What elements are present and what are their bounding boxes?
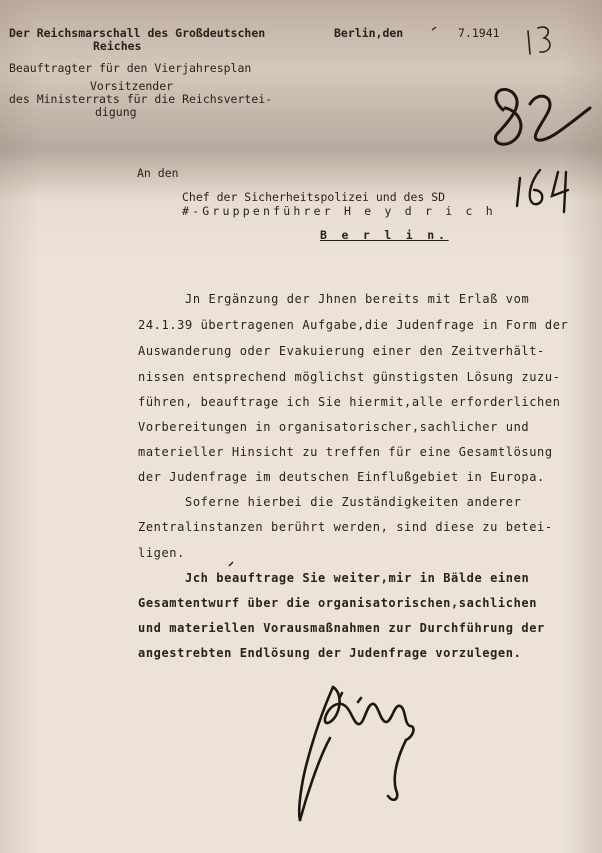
mark-164	[517, 170, 568, 212]
body-line-3: Auswanderung oder Evakuierung einer den Zeitverhält-	[138, 344, 545, 358]
pen-mark	[229, 562, 233, 566]
body-line-8: der Judenfrage im deutschen Einflußgebiet in Europa.	[138, 470, 545, 484]
body-line-11: ligen.	[138, 546, 185, 560]
dateline-place: Berlin,den	[334, 26, 404, 40]
signature-goering	[299, 687, 413, 820]
an-den: An den	[137, 166, 179, 180]
body-line-15: angestrebten Endlösung der Judenfrage vorzulegen.	[138, 646, 522, 660]
body-line-10: Zentralinstanzen berührt werden, sind diese zu betei-	[138, 520, 553, 534]
body-line-4: nissen entsprechend möglichst günstigsten Lösung zuzu-	[138, 370, 561, 384]
mark-82	[495, 89, 590, 144]
sender-line-1: Der Reichsmarschall des Großdeutschen	[9, 26, 266, 40]
mark-top-13	[528, 27, 550, 54]
body-line-1: Jn Ergänzung der Jhnen bereits mit Erlaß vom	[185, 292, 530, 306]
body-line-12: Jch beauftrage Sie weiter,mir in Bälde einen	[185, 571, 530, 585]
role-2-line-3: digung	[95, 105, 137, 119]
body-line-7: materieller Hinsicht zu treffen für eine Gesamtlösung	[138, 445, 553, 459]
dateline-date: 7.1941	[458, 26, 500, 40]
recipient-line-1: Chef der Sicherheitspolizei und des SD	[182, 190, 446, 204]
role-1: Beauftragter für den Vierjahresplan	[9, 61, 252, 75]
body-line-9: Soferne hierbei die Zuständigkeiten anderer	[185, 495, 522, 509]
sender-line-2: Reiches	[93, 39, 142, 53]
recipient-line-2: #-Gruppenführer H e y d r i c h	[182, 204, 496, 218]
body-line-14: und materiellen Vorausmaßnahmen zur Durchführung der	[138, 621, 545, 635]
pen-tick	[432, 27, 436, 30]
body-line-6: Vorbereitungen in organisatorischer,sachlicher und	[138, 420, 530, 434]
body-line-5: führen, beauftrage ich Sie hiermit,alle erforderlichen	[138, 395, 561, 409]
body-line-13: Gesamtentwurf über die organisatorischen,sachlichen	[138, 596, 538, 610]
body-line-2: 24.1.39 übertragenen Aufgabe,die Judenfrage in Form der	[138, 318, 569, 332]
recipient-city: B e r l i n.	[320, 228, 449, 242]
role-2-line-1: Vorsitzender	[90, 79, 174, 93]
role-2-line-2: des Ministerrats für die Reichsvertei-	[9, 92, 273, 106]
